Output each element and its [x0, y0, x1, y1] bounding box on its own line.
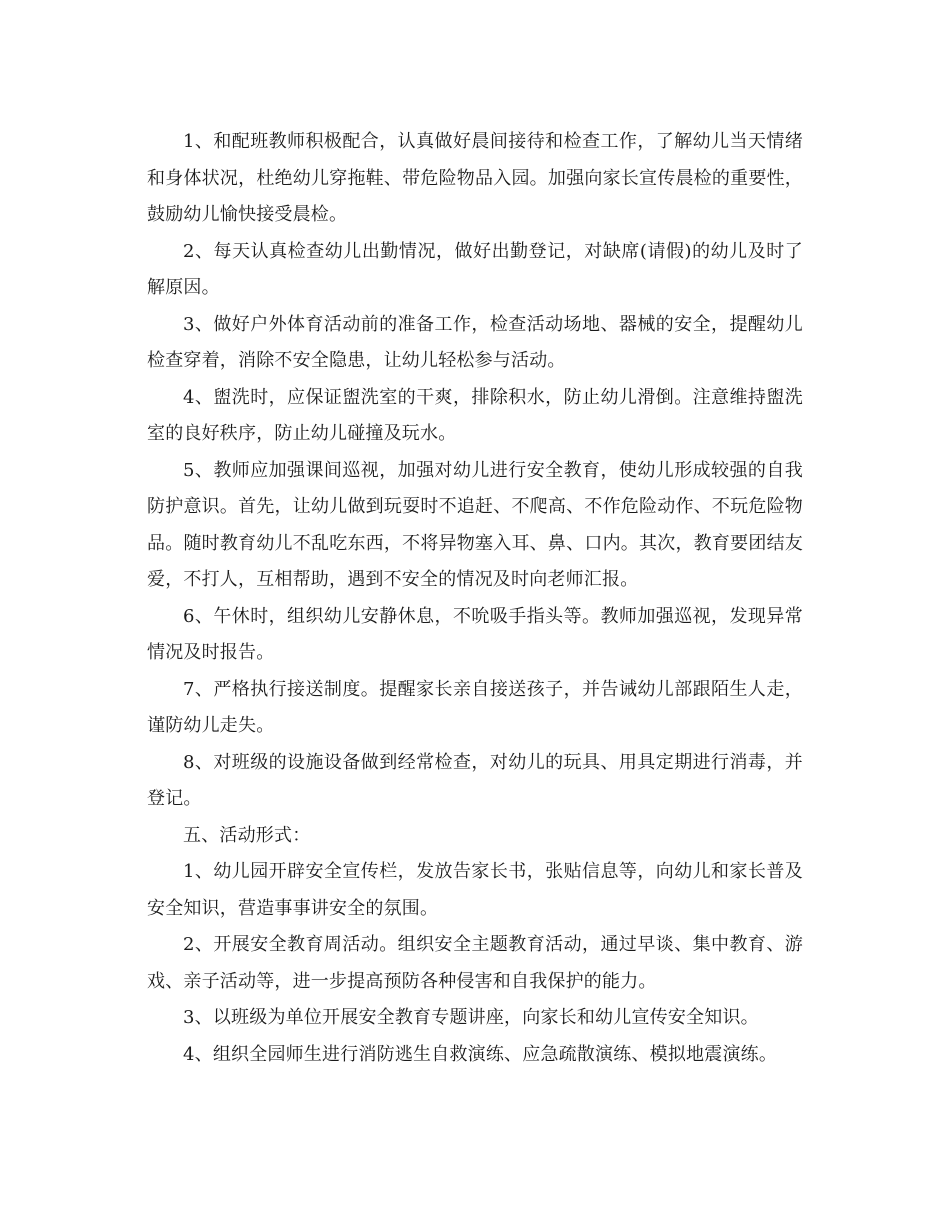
paragraph-11: 3、以班级为单位开展安全教育专题讲座，向家长和幼儿宣传安全知识。	[183, 1007, 759, 1028]
paragraph-4: 4、盥洗时，应保证盥洗室的干爽，排除积水，防止幼儿滑倒。注意维持盥洗室的良好秩序，防止幼儿碰撞及玩水。	[147, 386, 803, 444]
document-page	[147, 124, 803, 1073]
paragraph-6: 6、午休时，组织幼儿安静休息，不吮吸手指头等。教师加强巡视，发现异常情况及时报告。	[147, 605, 803, 663]
paragraph-3: 3、做好户外体育活动前的准备工作，检查活动场地、器械的安全，提醒幼儿检查穿着，消除不安全隐患，让幼儿轻松参与活动。	[147, 313, 803, 371]
paragraph-5: 5、教师应加强课间巡视，加强对幼儿进行安全教育，使幼儿形成较强的自我防护意识。首先，让幼儿做到玩耍时不追赶、不爬高、不作危险动作、不玩危险物品。随时教育幼儿不乱吃东西，不将异物塞入耳、鼻、口内。其次，教育要团结友爱，不打人，互相帮助，遇到不安全的情况及时向老师汇报。	[147, 459, 803, 590]
paragraph-12: 4、组织全园师生进行消防逃生自救演练、应急疏散演练、模拟地震演练。	[183, 1043, 778, 1065]
paragraph-9: 1、幼儿园开辟安全宣传栏，发放告家长书，张贴信息等，向幼儿和家长普及安全知识，营造事事讲安全的氛围。	[147, 861, 803, 919]
paragraph-7: 7、严格执行接送制度。提醒家长亲自接送孩子，并告诫幼儿部跟陌生人走，谨防幼儿走失。	[147, 678, 803, 736]
paragraph-10: 2、开展安全教育周活动。组织安全主题教育活动，通过早谈、集中教育、游戏、亲子活动等，进一步提高预防各种侵害和自我保护的能力。	[147, 934, 803, 992]
paragraph-1: 1、和配班教师积极配合，认真做好晨间接待和检查工作，了解幼儿当天情绪和身体状况，杜绝幼儿穿拖鞋、带危险物品入园。加强向家长宣传晨检的重要性，鼓励幼儿愉快接受晨检。	[147, 131, 803, 225]
section-heading: 五、活动形式：	[183, 824, 311, 846]
paragraph-8: 8、对班级的设施设备做到经常检查，对幼儿的玩具、用具定期进行消毒，并登记。	[147, 751, 803, 809]
paragraph-2: 2、每天认真检查幼儿出勤情况，做好出勤登记，对缺席(请假)的幼儿及时了解原因。	[147, 240, 803, 298]
